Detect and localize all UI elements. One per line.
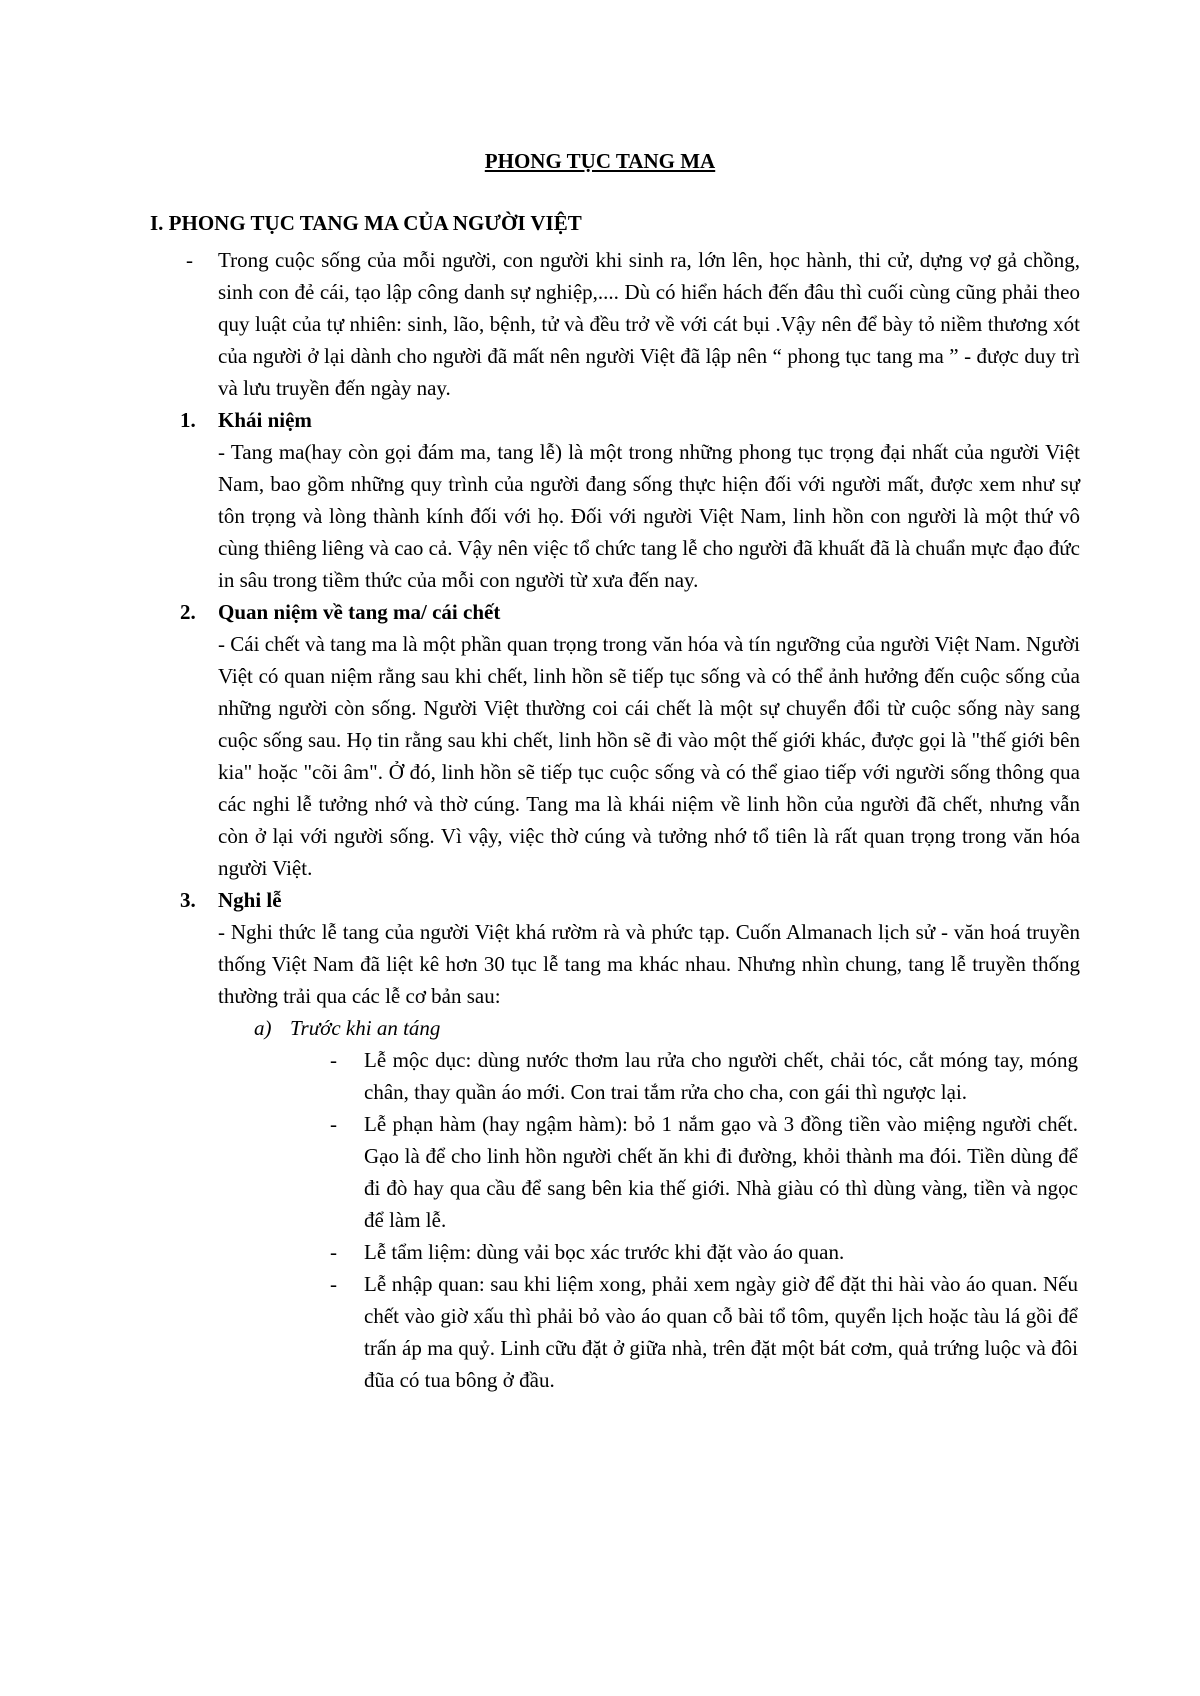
subsection-letter: a) [254,1016,272,1040]
bullet-dash: - [330,1048,337,1072]
subsection-heading [0,1012,1200,1044]
section-heading: I. PHONG TỤC TANG MA CỦA NGƯỜI VIỆT [150,211,582,235]
document-body [0,244,1200,1396]
part-number: 3. [180,888,196,912]
part-title: Quan niệm về tang ma/ cái chết [218,600,501,624]
rituals-paragraph: - Nghi thức lễ tang của người Việt khá rườm rà và phức tạp. Cuốn Almanach lịch sử - văn hoá truyền thống Việt Nam đã liệt kê hơn 30 tục lễ tang ma khác nhau. Nhưng nhìn chung, tang lễ truyền thống thường trải qua các lễ cơ bản sau: [218,920,1080,1008]
list-item-text: Lễ mộc dục: dùng nước thơm lau rửa cho người chết, chải tóc, cắt móng tay, móng chân, thay quần áo mới. Con trai tắm rửa cho cha, con gái thì ngược lại. [364,1048,1078,1104]
intro-text: Trong cuộc sống của mỗi người, con người khi sinh ra, lớn lên, học hành, thi cử, dựng vợ gả chồng, sinh con đẻ cái, tạo lập công danh sự nghiệp,.... Dù có hiển hách đến đâu thì cuối cùng cũng phải theo quy luật của tự nhiên: sinh, lão, bệnh, tử và đều trở về với cát bụi .Vậy nên để bày tỏ niềm thương xót của người ở lại dành cho người đã mất nên người Việt đã lập nên “ phong tục tang ma ” - được duy trì và lưu truyền đến ngày nay. [218,248,1080,400]
part-number: 1. [180,408,196,432]
beliefs-paragraph: - Cái chết và tang ma là một phần quan trọng trong văn hóa và tín ngưỡng của người Việt Nam. Người Việt có quan niệm rằng sau khi chết, linh hồn sẽ tiếp tục sống và có thể ảnh hưởng đến cuộc sống của những người còn sống. Người Việt thường coi cái chết là một sự chuyển đổi từ cuộc sống này sang cuộc sống sau. Họ tin rằng sau khi chết, linh hồn sẽ đi vào một thế giới khác, được gọi là "thế giới bên kia" hoặc "cõi âm". Ở đó, linh hồn sẽ tiếp tục cuộc sống và có thể giao tiếp với người sống thông qua các nghi lễ tưởng nhớ và thờ cúng. Tang ma là khái niệm về linh hồn của người đã chết, nhưng vẫn còn ở lại với người sống. Vì vậy, việc thờ cúng và tưởng nhớ tổ tiên là rất quan trọng trong văn hóa người Việt. [218,632,1080,880]
list-item [0,1044,1200,1108]
list-item [0,1268,1200,1396]
list-item-text: Lễ nhập quan: sau khi liệm xong, phải xem ngày giờ để đặt thi hài vào áo quan. Nếu chết vào giờ xấu thì phải bỏ vào áo quan cỗ bài tổ tôm, quyển lịch hoặc tàu lá gồi để trấn áp ma quỷ. Linh cữu đặt ở giữa nhà, trên đặt một bát cơm, quả trứng luộc và đôi đũa có tua bông ở đầu. [364,1272,1078,1392]
document-title: PHONG TỤC TANG MA [484,149,716,173]
part-heading-rituals [0,884,1200,916]
part-title: Khái niệm [218,408,312,432]
bullet-dash: - [330,1240,337,1264]
bullet-dash: - [330,1112,337,1136]
subsection-title: Trước khi an táng [290,1016,441,1040]
concept-paragraph: - Tang ma(hay còn gọi đám ma, tang lễ) là một trong những phong tục trọng đại nhất của người Việt Nam, bao gồm những quy trình của người đang sống thực hiện đối với người mất, được xem như sự tôn trọng và lòng thành kính đối với họ. Đối với người Việt Nam, linh hồn con người là một thứ vô cùng thiêng liêng và cao cả. Vậy nên việc tổ chức tang lễ cho người đã khuất đã là chuẩn mực đạo đức in sâu trong tiềm thức của mỗi con người từ xưa đến nay. [218,440,1080,592]
list-item [0,1236,1200,1268]
bullet-dash: - [330,1272,337,1296]
part-number: 2. [180,600,196,624]
part-title: Nghi lễ [218,888,282,912]
bullet-dash: - [186,248,193,272]
list-item-text: Lễ phạn hàm (hay ngậm hàm): bỏ 1 nắm gạo và 3 đồng tiền vào miệng người chết. Gạo là để cho linh hồn người chết ăn khi đi đường, khỏi thành ma đói. Tiền dùng để đi đò hay qua cầu để sang bên kia thế giới. Nhà giàu có thì dùng vàng, tiền và ngọc để làm lễ. [364,1112,1078,1232]
part-heading-concept [0,404,1200,436]
intro-paragraph [0,244,1200,404]
list-item [0,1108,1200,1236]
list-item-text: Lễ tẩm liệm: dùng vải bọc xác trước khi đặt vào áo quan. [364,1240,845,1264]
part-heading-beliefs [0,596,1200,628]
